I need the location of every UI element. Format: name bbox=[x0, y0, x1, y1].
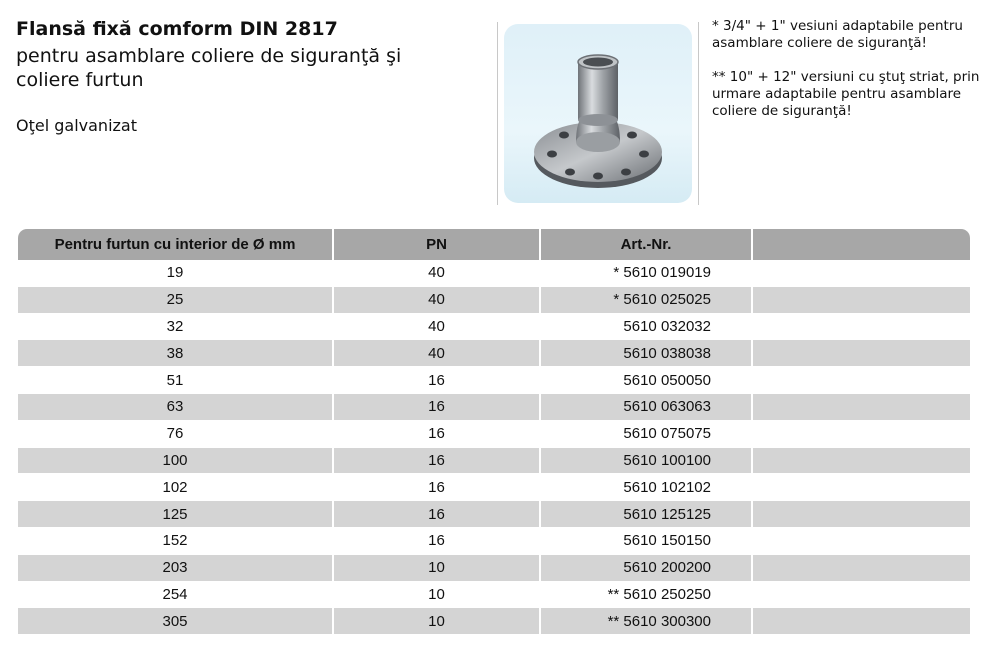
cell-empty bbox=[752, 393, 970, 420]
cell-article-number bbox=[540, 474, 752, 501]
cell-article-number bbox=[540, 527, 752, 554]
table-row bbox=[18, 554, 970, 581]
product-table bbox=[18, 229, 970, 635]
cell-hose-diameter: 25 bbox=[18, 286, 333, 313]
table-row bbox=[18, 367, 970, 394]
cell-pn: 16 bbox=[333, 527, 540, 554]
article-number-text: 5610 038038 bbox=[623, 344, 711, 362]
material-label: Oţel galvanizat bbox=[16, 116, 137, 135]
column-header-empty bbox=[752, 229, 970, 260]
product-photo-frame bbox=[497, 22, 699, 205]
footnotes bbox=[712, 18, 992, 137]
cell-hose-diameter: 38 bbox=[18, 340, 333, 367]
cell-hose-diameter: 203 bbox=[18, 554, 333, 581]
table-header-row bbox=[18, 229, 970, 260]
cell-hose-diameter: 305 bbox=[18, 608, 333, 635]
flange-illustration bbox=[504, 24, 692, 203]
cell-empty bbox=[752, 581, 970, 608]
article-number-text: * 5610 025025 bbox=[613, 291, 711, 309]
table-row bbox=[18, 420, 970, 447]
article-number-text: 5610 102102 bbox=[623, 478, 711, 496]
cell-hose-diameter: 63 bbox=[18, 393, 333, 420]
cell-hose-diameter: 19 bbox=[18, 260, 333, 286]
article-number-text: ** 5610 300300 bbox=[607, 612, 711, 630]
cell-pn: 10 bbox=[333, 608, 540, 635]
article-number-text: 5610 032032 bbox=[623, 317, 711, 335]
article-number-text: ** 5610 250250 bbox=[607, 585, 711, 603]
article-number-text: 5610 075075 bbox=[623, 425, 711, 443]
column-header-pn: PN bbox=[333, 229, 540, 260]
cell-empty bbox=[752, 340, 970, 367]
table-row bbox=[18, 260, 970, 286]
cell-hose-diameter: 125 bbox=[18, 501, 333, 528]
cell-empty bbox=[752, 367, 970, 394]
footnote-double-asterisk: ** 10" + 12" versiuni cu ştuţ striat, prin urmare adaptabile pentru asamblare coliere de siguranţă! bbox=[712, 69, 980, 119]
cell-empty bbox=[752, 260, 970, 286]
cell-empty bbox=[752, 501, 970, 528]
cell-empty bbox=[752, 420, 970, 447]
cell-article-number bbox=[540, 393, 752, 420]
column-header-hose-diameter: Pentru furtun cu interior de Ø mm bbox=[18, 229, 333, 260]
article-number-text: 5610 063063 bbox=[623, 398, 711, 416]
article-number-text: * 5610 019019 bbox=[613, 264, 711, 282]
cell-pn: 10 bbox=[333, 581, 540, 608]
table-row bbox=[18, 313, 970, 340]
steel-flange-image bbox=[504, 24, 692, 203]
cell-article-number bbox=[540, 581, 752, 608]
article-number-text: 5610 100100 bbox=[623, 451, 711, 469]
article-number-text: 5610 200200 bbox=[623, 559, 711, 577]
cell-article-number bbox=[540, 286, 752, 313]
table-row bbox=[18, 527, 970, 554]
footnote-single-asterisk: * 3/4" + 1" vesiuni adaptabile pentru asamblare coliere de siguranţă! bbox=[712, 18, 963, 51]
cell-pn: 16 bbox=[333, 367, 540, 394]
article-number-text: 5610 150150 bbox=[623, 532, 711, 550]
cell-hose-diameter: 32 bbox=[18, 313, 333, 340]
table-row bbox=[18, 474, 970, 501]
cell-empty bbox=[752, 286, 970, 313]
cell-pn: 16 bbox=[333, 474, 540, 501]
cell-empty bbox=[752, 554, 970, 581]
product-title: Flansă fixă comform DIN 2817 bbox=[16, 18, 338, 40]
article-number-text: 5610 125125 bbox=[623, 505, 711, 523]
column-header-article-number: Art.-Nr. bbox=[540, 229, 752, 260]
cell-empty bbox=[752, 313, 970, 340]
cell-article-number bbox=[540, 313, 752, 340]
cell-hose-diameter: 152 bbox=[18, 527, 333, 554]
table-row bbox=[18, 447, 970, 474]
cell-pn: 16 bbox=[333, 420, 540, 447]
cell-pn: 16 bbox=[333, 393, 540, 420]
article-number-text: 5610 050050 bbox=[623, 371, 711, 389]
cell-article-number bbox=[540, 340, 752, 367]
cell-hose-diameter: 254 bbox=[18, 581, 333, 608]
cell-article-number bbox=[540, 367, 752, 394]
table-row bbox=[18, 501, 970, 528]
cell-article-number bbox=[540, 501, 752, 528]
cell-pn: 40 bbox=[333, 286, 540, 313]
table-row bbox=[18, 393, 970, 420]
cell-hose-diameter: 51 bbox=[18, 367, 333, 394]
product-subtitle: pentru asamblare coliere de siguranţă şi coliere furtun bbox=[16, 45, 402, 91]
cell-hose-diameter: 100 bbox=[18, 447, 333, 474]
table-row bbox=[18, 608, 970, 635]
cell-pn: 40 bbox=[333, 340, 540, 367]
cell-pn: 16 bbox=[333, 501, 540, 528]
cell-empty bbox=[752, 474, 970, 501]
cell-empty bbox=[752, 527, 970, 554]
table-row bbox=[18, 340, 970, 367]
cell-article-number bbox=[540, 608, 752, 635]
cell-article-number bbox=[540, 447, 752, 474]
cell-empty bbox=[752, 447, 970, 474]
table-row bbox=[18, 286, 970, 313]
table-row bbox=[18, 581, 970, 608]
cell-hose-diameter: 102 bbox=[18, 474, 333, 501]
cell-article-number bbox=[540, 420, 752, 447]
cell-pn: 16 bbox=[333, 447, 540, 474]
cell-empty bbox=[752, 608, 970, 635]
cell-pn: 10 bbox=[333, 554, 540, 581]
cell-pn: 40 bbox=[333, 260, 540, 286]
cell-pn: 40 bbox=[333, 313, 540, 340]
cell-hose-diameter: 76 bbox=[18, 420, 333, 447]
cell-article-number bbox=[540, 554, 752, 581]
cell-article-number bbox=[540, 260, 752, 286]
